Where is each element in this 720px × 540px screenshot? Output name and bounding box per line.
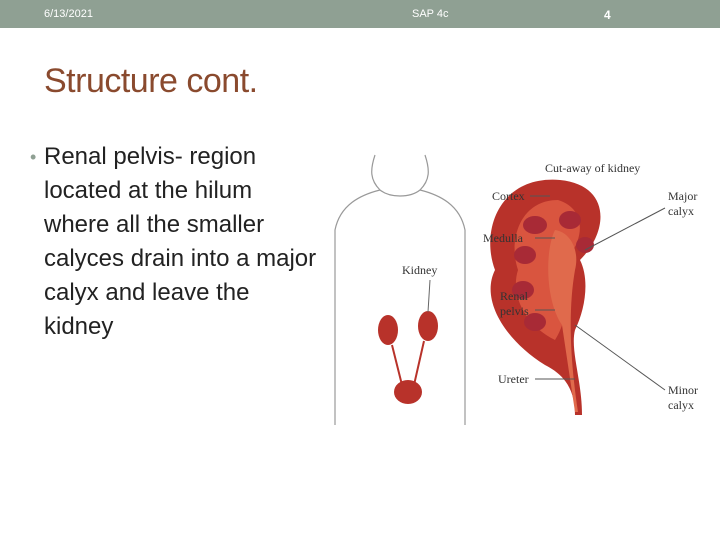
label-medulla: Medulla (483, 231, 523, 245)
label-major-1: Major (668, 189, 698, 203)
label-minor-1: Minor (668, 383, 698, 397)
label-renal: Renal (500, 289, 528, 303)
label-ureter: Ureter (498, 372, 529, 386)
page-number: 4 (604, 8, 611, 22)
slide-date: 6/13/2021 (44, 8, 93, 20)
bullet-item (30, 140, 320, 344)
small-kidneys (378, 311, 438, 345)
bullet-dot-icon: • (30, 147, 37, 167)
bladder (394, 380, 422, 404)
label-major-2: calyx (668, 204, 694, 218)
label-cutaway: Cut-away of kidney (545, 161, 641, 175)
label-minor-2: calyx (668, 398, 694, 412)
course-code: SAP 4c (412, 8, 449, 20)
kidney-pointer (428, 280, 430, 312)
kidney-illustration (330, 150, 720, 430)
slide-title: Structure cont. (44, 62, 258, 100)
bullet-text: Renal pelvis- region located at the hilum where all the smaller calyces drain into a major calyx and leave the kidney (44, 143, 317, 340)
label-cortex: Cortex (492, 189, 525, 203)
header-bar (0, 0, 720, 28)
label-pelvis: pelvis (500, 304, 529, 318)
small-ureters (392, 341, 424, 385)
label-kidney: Kidney (402, 263, 438, 277)
